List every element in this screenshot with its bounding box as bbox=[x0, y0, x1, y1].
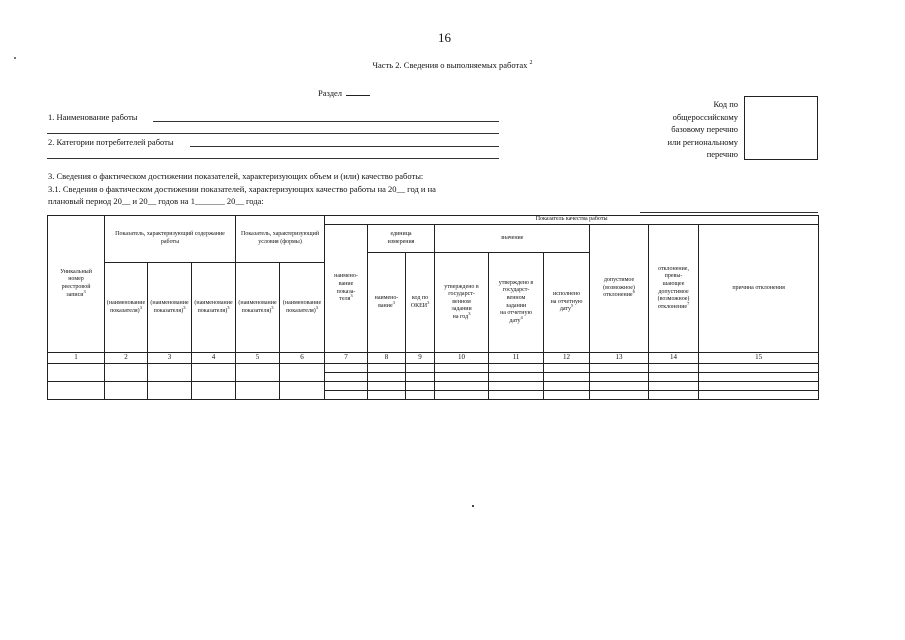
approved-date: утверждено в государст- венном задании на отчетную дату$^4$ bbox=[489, 253, 544, 353]
unit-okei: код по ОКЕИ$^3$ bbox=[406, 253, 435, 353]
table-row[interactable] bbox=[48, 364, 819, 373]
content-indicator-3: (наименование показателя)$^3$ bbox=[192, 263, 236, 353]
header-rule bbox=[640, 212, 818, 213]
table-row[interactable] bbox=[48, 382, 819, 391]
quality-name: наимено- вание показа- теля$^3$ bbox=[325, 225, 368, 353]
content-indicator-1: (наименование показателя)$^3$ bbox=[105, 263, 148, 353]
content-indicator-2: (наименование показателя)$^3$ bbox=[148, 263, 192, 353]
section-field bbox=[318, 87, 370, 98]
quality-table bbox=[47, 215, 819, 400]
page-title bbox=[0, 60, 905, 70]
consumers-line[interactable] bbox=[190, 146, 499, 147]
section-blank[interactable] bbox=[346, 87, 370, 96]
deviation-reason: причина отклонения bbox=[699, 225, 819, 353]
title-footnote: 2 bbox=[529, 60, 533, 67]
scan-speck bbox=[14, 57, 16, 59]
code-label: Код по общероссийскому базовому перечню или региональному перечню bbox=[667, 99, 738, 160]
scan-speck bbox=[472, 505, 474, 507]
exceeding-deviation: отклонение, превы- шающее допустимое (возможное) отклонение$^7$ bbox=[649, 225, 699, 353]
section-3-text: 3. Сведения о фактическом достижении показателей, характеризующих объем и (или) качество работы: 3.1. Сведения о фактическом достижении показателей, характеризующих качество работы на 20__ год и на плановый период 20__ и 20__ годов на 1_______ 20__ года: bbox=[48, 171, 436, 206]
code-box[interactable] bbox=[744, 96, 818, 160]
condition-indicator-1: (наименование показателя)$^3$ bbox=[236, 263, 280, 353]
col-unique-number: Уникальный номер реестровой записи$^3$ bbox=[48, 216, 105, 353]
page-number: 16 bbox=[438, 30, 451, 45]
work-name-label: 1. Наименование работы bbox=[48, 112, 138, 122]
condition-indicator-2: (наименование показателя)$^3$ bbox=[280, 263, 325, 353]
title-text: Часть 2. Сведения о выполняемых работах bbox=[372, 60, 528, 70]
group-content: Показатель, характеризующий содержание работы bbox=[105, 216, 236, 263]
unit-group: единица измерения bbox=[368, 225, 435, 253]
approved-year: утверждено в государст- венном задании на год$^3$ bbox=[435, 253, 489, 353]
executed-date: исполнено на отчетную дату$^5$ bbox=[544, 253, 590, 353]
group-conditions: Показатель, характеризующий условия (формы) bbox=[236, 216, 325, 263]
value-group: значение bbox=[435, 225, 590, 253]
group-quality: Показатель качества работы bbox=[325, 216, 819, 225]
consumers-label: 2. Категории потребителей работы bbox=[48, 137, 174, 147]
unit-name: наимено- вание$^3$ bbox=[368, 253, 406, 353]
consumers-line-2[interactable] bbox=[47, 158, 499, 159]
work-name-line-2[interactable] bbox=[47, 133, 499, 134]
section-label: Раздел bbox=[318, 88, 343, 98]
work-name-line[interactable] bbox=[153, 121, 499, 122]
column-numbers-row: 1 2 3 4 5 6 7 8 9 10 11 12 13 14 15 bbox=[48, 353, 819, 364]
allowed-deviation: допустимое (возможное) отклонение$^6$ bbox=[590, 225, 649, 353]
